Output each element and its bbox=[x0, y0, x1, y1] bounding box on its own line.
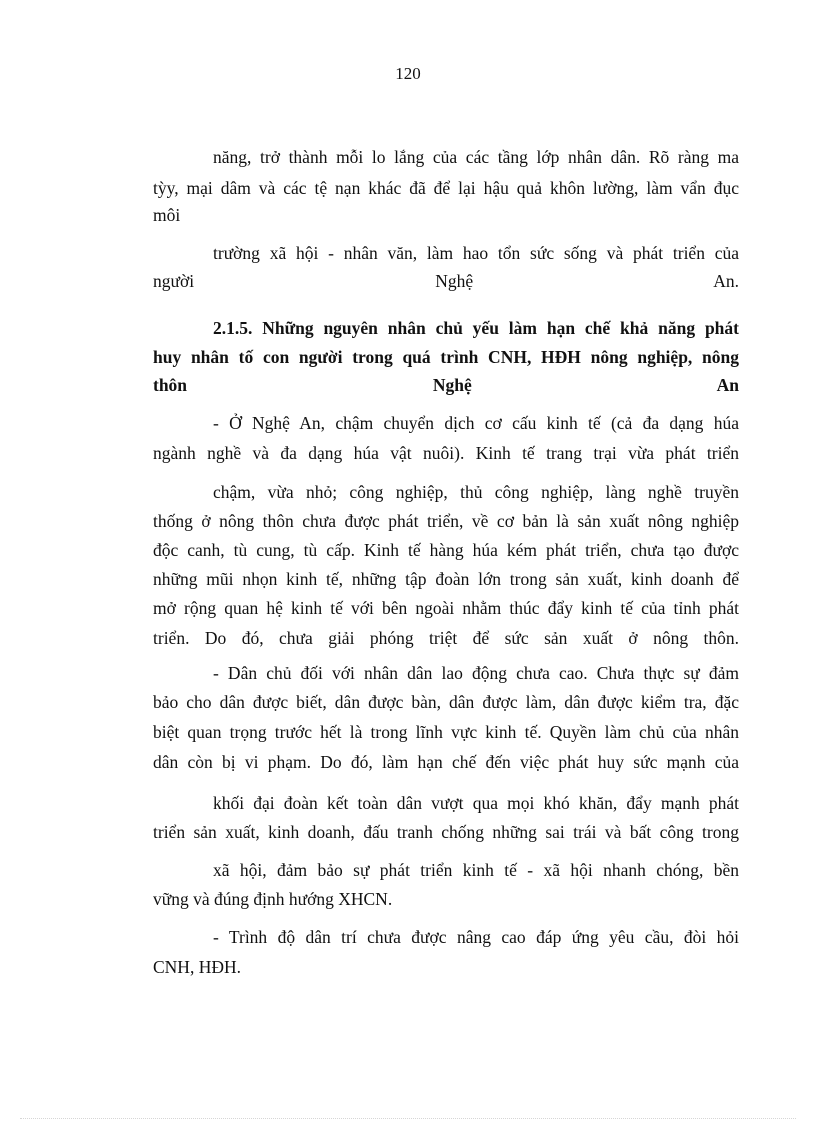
text-line: mở rộng quan hệ kinh tế với bên ngoài nhằm thúc đẩy kinh tế của tỉnh phát bbox=[153, 598, 739, 618]
text-line: vững và đúng định hướng XHCN. bbox=[153, 889, 393, 909]
text-line: dân còn bị vi phạm. Do đó, làm hạn chế đến việc phát huy sức mạnh của bbox=[153, 752, 739, 772]
text-line: năng, trở thành mỗi lo lắng của các tầng lớp nhân dân. Rõ ràng ma bbox=[213, 147, 739, 167]
text-line: khối đại đoàn kết toàn dân vượt qua mọi khó khăn, đẩy mạnh phát bbox=[213, 793, 739, 813]
text-line: tỳy, mại dâm và các tệ nạn khác đã để lại hậu quả khôn lường, làm vẩn đục bbox=[153, 178, 739, 198]
text-line: chậm, vừa nhỏ; công nghiệp, thủ công nghiệp, làng nghề truyền bbox=[213, 482, 739, 502]
section-heading-line: 2.1.5. Những nguyên nhân chủ yếu làm hạn chế khả năng phát bbox=[213, 318, 739, 338]
text-line: biệt quan trọng trước hết là trong lĩnh vực kinh tế. Quyền làm chủ của nhân bbox=[153, 722, 739, 742]
text-line: CNH, HĐH. bbox=[153, 957, 241, 977]
text-line: xã hội, đảm bảo sự phát triển kinh tế - xã hội nhanh chóng, bền bbox=[213, 860, 739, 880]
section-heading-line: thôn Nghệ An bbox=[153, 375, 739, 395]
text-line: - Trình độ dân trí chưa được nâng cao đáp ứng yêu cầu, đòi hỏi bbox=[213, 927, 739, 947]
text-line: thống ở nông thôn chưa được phát triển, về cơ bản là sản xuất nông nghiệp bbox=[153, 511, 739, 531]
text-line: môi bbox=[153, 205, 181, 225]
text-line: triển sản xuất, kinh doanh, đấu tranh chống những sai trái và bất công trong bbox=[153, 822, 739, 842]
text-line: - Ở Nghệ An, chậm chuyển dịch cơ cấu kinh tế (cả đa dạng húa bbox=[213, 413, 739, 433]
text-line: trường xã hội - nhân văn, làm hao tổn sức sống và phát triển của bbox=[213, 243, 739, 263]
text-line: ngành nghề và đa dạng húa vật nuôi). Kinh tế trang trại vừa phát triển bbox=[153, 443, 739, 463]
text-line: - Dân chủ đối với nhân dân lao động chưa cao. Chưa thực sự đảm bbox=[213, 663, 739, 683]
text-line: bảo cho dân được biết, dân được bàn, dân được làm, dân được kiểm tra, đặc bbox=[153, 692, 739, 712]
footer-dotted-rule bbox=[20, 1118, 796, 1119]
page-number: 120 bbox=[395, 64, 421, 83]
text-line: người Nghệ An. bbox=[153, 271, 739, 291]
text-line: độc canh, tù cung, tù cấp. Kinh tế hàng húa kém phát triển, chưa tạo được bbox=[153, 540, 739, 560]
text-line: triển. Do đó, chưa giải phóng triệt để sức sản xuất ở nông thôn. bbox=[153, 628, 739, 648]
section-heading-line: huy nhân tố con người trong quá trình CNH, HĐH nông nghiệp, nông bbox=[153, 347, 739, 367]
text-line: những mũi nhọn kinh tế, những tập đoàn lớn trong sản xuất, kinh doanh để bbox=[153, 569, 739, 589]
